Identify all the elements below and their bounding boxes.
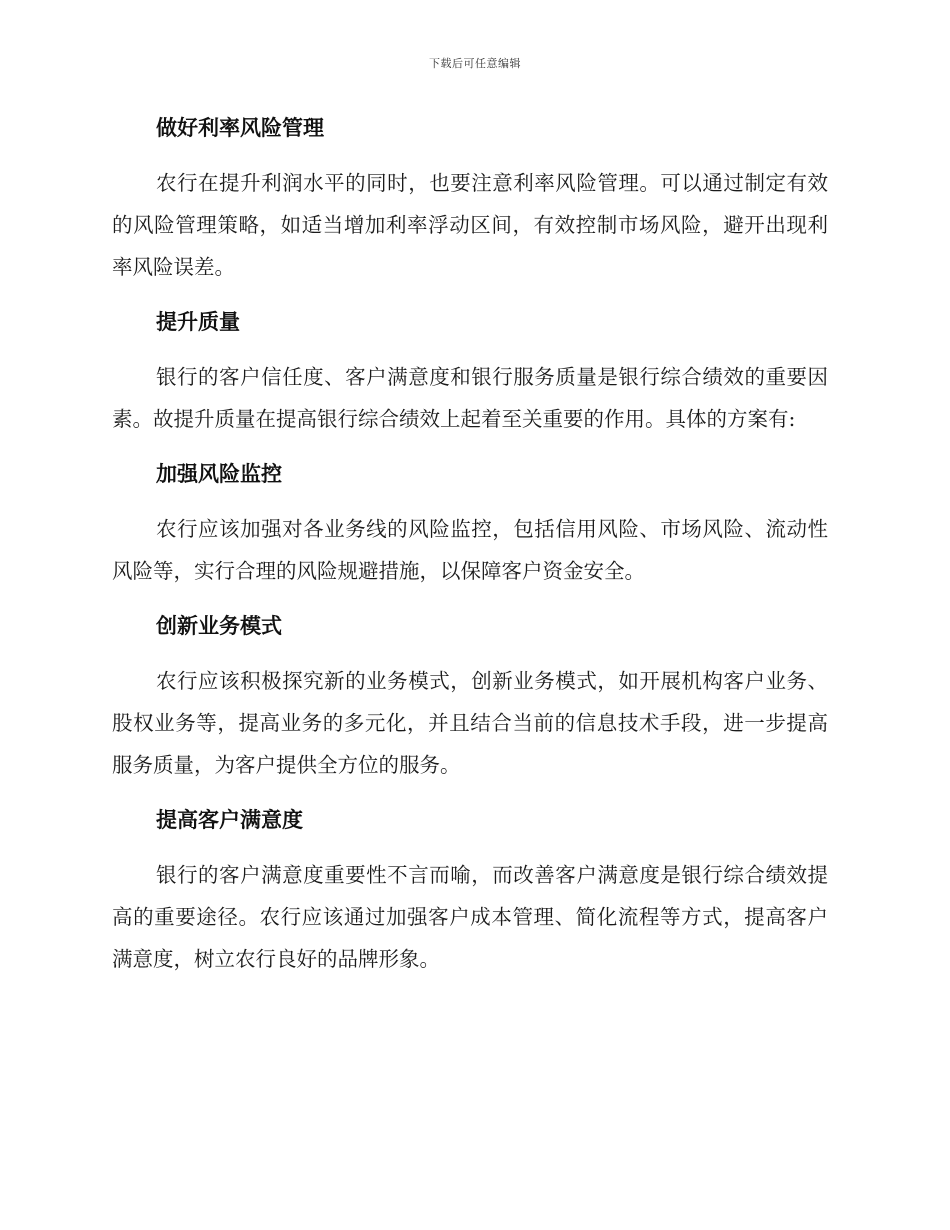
section-risk-monitoring: [112, 454, 828, 592]
section-heading: 创新业务模式: [156, 614, 282, 638]
section-heading: 加强风险监控: [156, 462, 282, 486]
section-paragraph: 农行在提升利润水平的同时，也要注意利率风险管理。可以通过制定有效的风险管理策略，如适当增加利率浮动区间，有效控制市场风险，避开出现利率风险误差。: [112, 171, 828, 279]
running-header: 下载后可任意编辑: [429, 57, 521, 70]
section-heading: 提升质量: [156, 310, 240, 334]
section-heading: 提高客户满意度: [156, 808, 303, 832]
document-body: [112, 108, 828, 994]
section-paragraph: 银行的客户满意度重要性不言而喻，而改善客户满意度是银行综合绩效提高的重要途径。农行应该通过加强客户成本管理、简化流程等方式，提高客户满意度，树立农行良好的品牌形象。: [112, 863, 828, 971]
section-paragraph: 银行的客户信任度、客户满意度和银行服务质量是银行综合绩效的重要因素。故提升质量在提高银行综合绩效上起着至关重要的作用。具体的方案有:: [112, 365, 828, 431]
section-customer-satisfaction: [112, 800, 828, 980]
section-paragraph: 农行应该积极探究新的业务模式，创新业务模式，如开展机构客户业务、股权业务等，提高业务的多元化，并且结合当前的信息技术手段，进一步提高服务质量，为客户提供全方位的服务。: [112, 669, 828, 777]
section-improve-quality: [112, 302, 828, 440]
section-paragraph: 农行应该加强对各业务线的风险监控，包括信用风险、市场风险、流动性风险等，实行合理的风险规避措施，以保障客户资金安全。: [112, 517, 828, 583]
section-business-innovation: [112, 606, 828, 786]
section-heading: 做好利率风险管理: [156, 116, 324, 140]
section-interest-rate-risk: [112, 108, 828, 288]
